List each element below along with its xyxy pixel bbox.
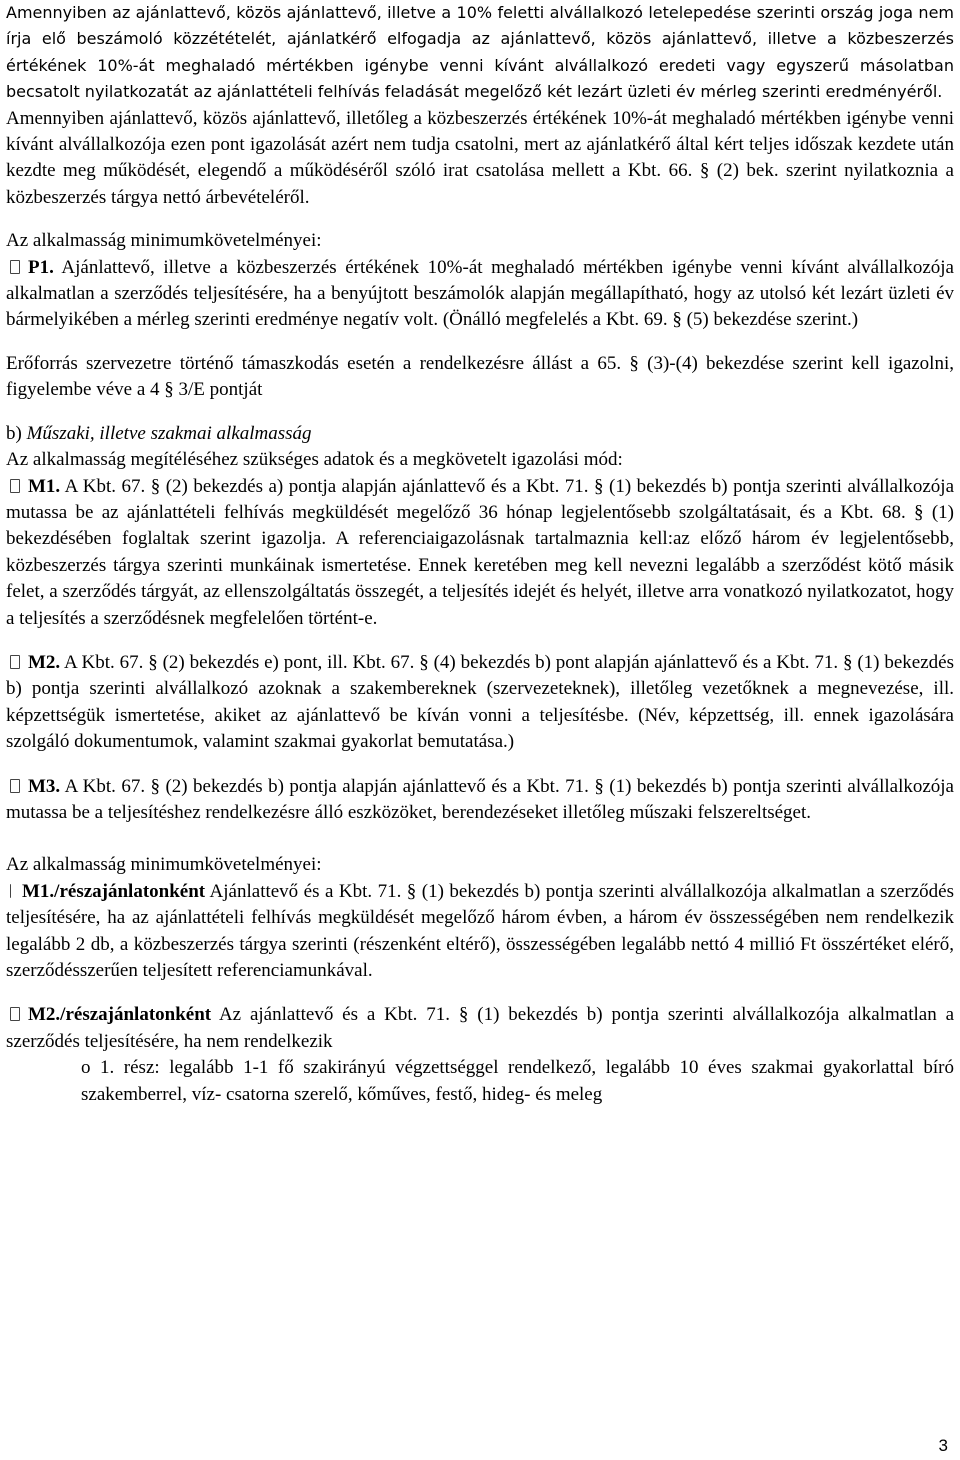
m1-part-requirement	[6, 879, 954, 985]
m1-part-label: M1./részajánlatonként	[22, 880, 206, 902]
m1-part-text: Ajánlattevő és a Kbt. 71. § (1) bekezdés b) pontja szerinti alvállalkozója alkalmatlan a szerződés teljesítésére, ha az ajánlattételi felhívás megküldését megelőző három évben, a három év összességében nem rendelkezik legalább 2 db, a közbeszerzés tárgya szerinti (részenként eltérő), összességében legalább nettó 4 millió Ft összértéket elérő, szerződésszerűen teljesített referenciamunkával.	[6, 880, 954, 981]
checkbox-icon	[10, 479, 20, 493]
minimum-requirements-heading: Az alkalmasság minimumkövetelményei:	[6, 230, 322, 252]
m3-text: A Kbt. 67. § (2) bekezdés b) pontja alapján ajánlattevő és a Kbt. 71. § (1) bekezdés b) pontja szerinti alvállalkozója mutassa be a teljesítéshez rendelkezésre álló eszközöket, berendezéseket illetőleg műszaki felszereltséget.	[6, 775, 954, 823]
p1-label: P1.	[28, 256, 54, 278]
checkbox-icon	[10, 260, 20, 274]
m3-label: M3.	[28, 775, 61, 797]
p1-requirement	[6, 255, 954, 334]
m1-label: M1.	[28, 475, 61, 497]
m2-text: A Kbt. 67. § (2) bekezdés e) pont, ill. Kbt. 67. § (4) bekezdés b) pont alapján ajánlattevő és a Kbt. 71. § (1) bekezdés b) pontja szerinti alvállalkozó azoknak a szakembereknek (szervezeteknek), illetőleg vezetőknek a megnevezése, ill. képzettségük ismertetése, akiket az ajánlattevő be kíván vonni a teljesítésbe. (Név, képzettség, ill. ennek igazolására szolgáló dokumentumok, valamint szakmai gyakorlat bemutatása.)	[6, 651, 954, 753]
m3-requirement	[6, 774, 954, 827]
m2-part-requirement	[6, 1002, 954, 1055]
m1-requirement	[6, 474, 954, 632]
page-number: 3	[938, 1436, 948, 1455]
m2-requirement	[6, 650, 954, 756]
minimum-requirements-heading-2: Az alkalmasság minimumkövetelményei:	[6, 854, 322, 876]
section-b-title: b) Műszaki, illetve szakmai alkalmasság	[6, 422, 312, 444]
sub-list-item: o 1. rész: legalább 1-1 fő szakirányú végzettséggel rendelkező, legalább 10 éves szakmai gyakorlattal bíró szakemberrel, víz- csatorna szerelő, kőműves, festő, hideg- és meleg	[81, 1057, 954, 1105]
m1-text: A Kbt. 67. § (2) bekezdés a) pontja alapján ajánlattevő és a Kbt. 71. § (1) bekezdés b) pontja szerinti alvállalkozója mutassa be az ajánlattételi felhívás megküldését megelőző 36 hónap legjelentősebb szolgáltatásait, és a Kbt. 68. § (1) bekezdésében foglaltak szerint igazolja. A referenciaigazolásnak tartalmaznia kell:az előző három év legjelentősebb, közbeszerzés tárgya szerinti munkáinak ismertetése. Ennek keretében meg kell nevezni legalább a szerződést kötő másik felet, a szerződés tárgyát, az ellenszolgáltatás összegét, a teljesítés idejét és helyét, illetve arra vonatkozó nyilatkozatot, hogy a teljesítés a szerződésnek megfelelően történt-e.	[6, 475, 954, 629]
foreign-balance-paragraph: Amennyiben az ajánlattevő, közös ajánlattevő, illetve a 10% feletti alvállalkozó letelepedése szerinti ország joga nem írja elő beszámoló közzétételét, ajánlatkérő elfogadja az ajánlattevő, közös ajánlattevő, illetve a közbeszerzés értékének 10%-át meghaladó mértékben igénybe venni kívánt alvállalkozó eredeti vagy egyszerű másolatban becsatolt nyilatkozatát az ajánlattételi felhívás feladását megelőző két lezárt üzleti év mérleg szerinti eredményéről.	[6, 3, 954, 102]
resource-organization-paragraph: Erőforrás szervezetre történő támaszkodás esetén a rendelkezésre állást a 65. § (3)-(4) bekezdése szerint kell igazolni, figyelembe véve a 4 § 3/E pontját	[6, 352, 954, 401]
p1-text: Ajánlattevő, illetve a közbeszerzés értékének 10%-át meghaladó mértékben igénybe venni kívánt alvállalkozója alkalmatlan a szerződés teljesítésére, ha a benyújtott beszámolók alapján megállapítható, hogy az utolsó két lezárt üzleti év bármelyikében a mérleg szerinti eredménye negatív volt. (Önálló megfelelés a Kbt. 69. § (5) bekezdése szerint.)	[6, 256, 954, 331]
checkbox-icon	[10, 884, 14, 898]
new-company-paragraph: Amennyiben ajánlattevő, közös ajánlattevő, illetőleg a közbeszerzés értékének 10%-át meghaladó mértékben igénybe venni kívánt alvállalkozója ezen pont igazolását azért nem tudja csatolni, mert az ajánlatkérő által kért teljes időszak kezdete után kezdte meg működését, elegendő a működéséről szóló irat csatolása mellett a Kbt. 66. § (2) bek. szerint nyilatkoznia a közbeszerzés tárgya nettó árbevételéről.	[6, 107, 954, 208]
assessment-heading: Az alkalmasság megítéléséhez szükséges adatok és a megkövetelt igazolási mód:	[6, 449, 623, 471]
checkbox-icon	[10, 779, 20, 793]
m2-part-label: M2./részajánlatonként	[28, 1004, 212, 1026]
checkbox-icon	[10, 1007, 20, 1021]
m2-label: M2.	[28, 651, 61, 673]
checkbox-icon	[10, 655, 20, 669]
document-page	[6, 0, 954, 1108]
m2-part-text: Az ajánlattevő és a Kbt. 71. § (1) bekezdés b) pontja szerinti alvállalkozója alkalmatlan a szerződés teljesítésére, ha nem rendelkezik	[6, 1004, 954, 1052]
